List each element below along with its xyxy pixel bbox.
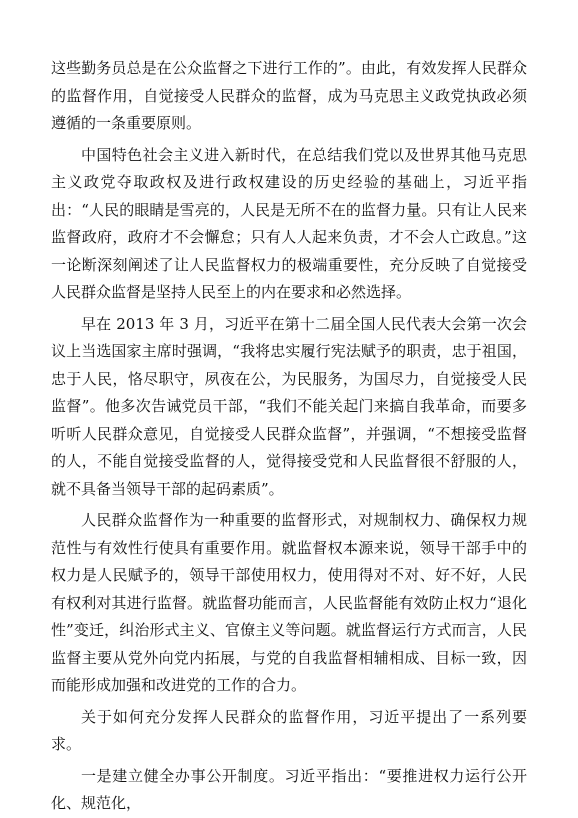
paragraph-5: 关于如何充分发挥人民群众的监督作用，习近平提出了一系列要求。 — [51, 707, 527, 753]
paragraph-1: 这些勤务员总是在公众监督之下进行工作的”。由此，有效发挥人民群众的监督作用，自觉接受人民群众的监督，成为马克思主义政党执政必须遵循的一条重要原则。 — [51, 59, 527, 132]
paragraph-6: 一是建立健全办事公开制度。习近平指出：“要推进权力运行公开化、规范化， — [51, 766, 527, 812]
paragraph-4: 人民群众监督作为一种重要的监督形式，对规制权力、确保权力规范性与有效性行使具有重要作用。就监督权本源来说，领导干部手中的权力是人民赋予的，领导干部使用权力，使用得对不对、好不好，人民有权利对其进行监督。就监督功能而言，人民监督能有效防止权力“退化性”变迁，纠治形式主义、官僚主义等问题。就监督运行方式而言，人民监督主要从党外向党内拓展，与党的自我监督相辅相成、目标一致，因而能形成加强和改进党的工作的合力。 — [51, 511, 527, 694]
paragraph-3: 早在 2013 年 3 月，习近平在第十二届全国人民代表大会第一次会议上当选国家主席时强调，“我将忠实履行宪法赋予的职责，忠于祖国，忠于人民，恪尽职守，夙夜在公，为民服务，为国尽力，自觉接受人民监督”。他多次告诫党员干部，“我们不能关起门来搞自我革命，而要多听听人民群众意见，自觉接受人民群众监督”，并强调，“不想接受监督的人，不能自觉接受监督的人，觉得接受党和人民监督很不舒服的人，就不具备当领导干部的起码素质”。 — [51, 314, 527, 498]
paragraph-2: 中国特色社会主义进入新时代，在总结我们党以及世界其他马克思主义政党夺取政权及进行政权建设的历史经验的基础上，习近平指出：“人民的眼睛是雪亮的，人民是无所不在的监督力量。只有让人民来监督政府，政府才不会懈怠；只有人人起来负责，才不会人亡政息。”这一论断深刻阐述了让人民监督权力的极端重要性，充分反映了自觉接受人民群众监督是坚持人民至上的内在要求和必然选择。 — [51, 145, 527, 301]
